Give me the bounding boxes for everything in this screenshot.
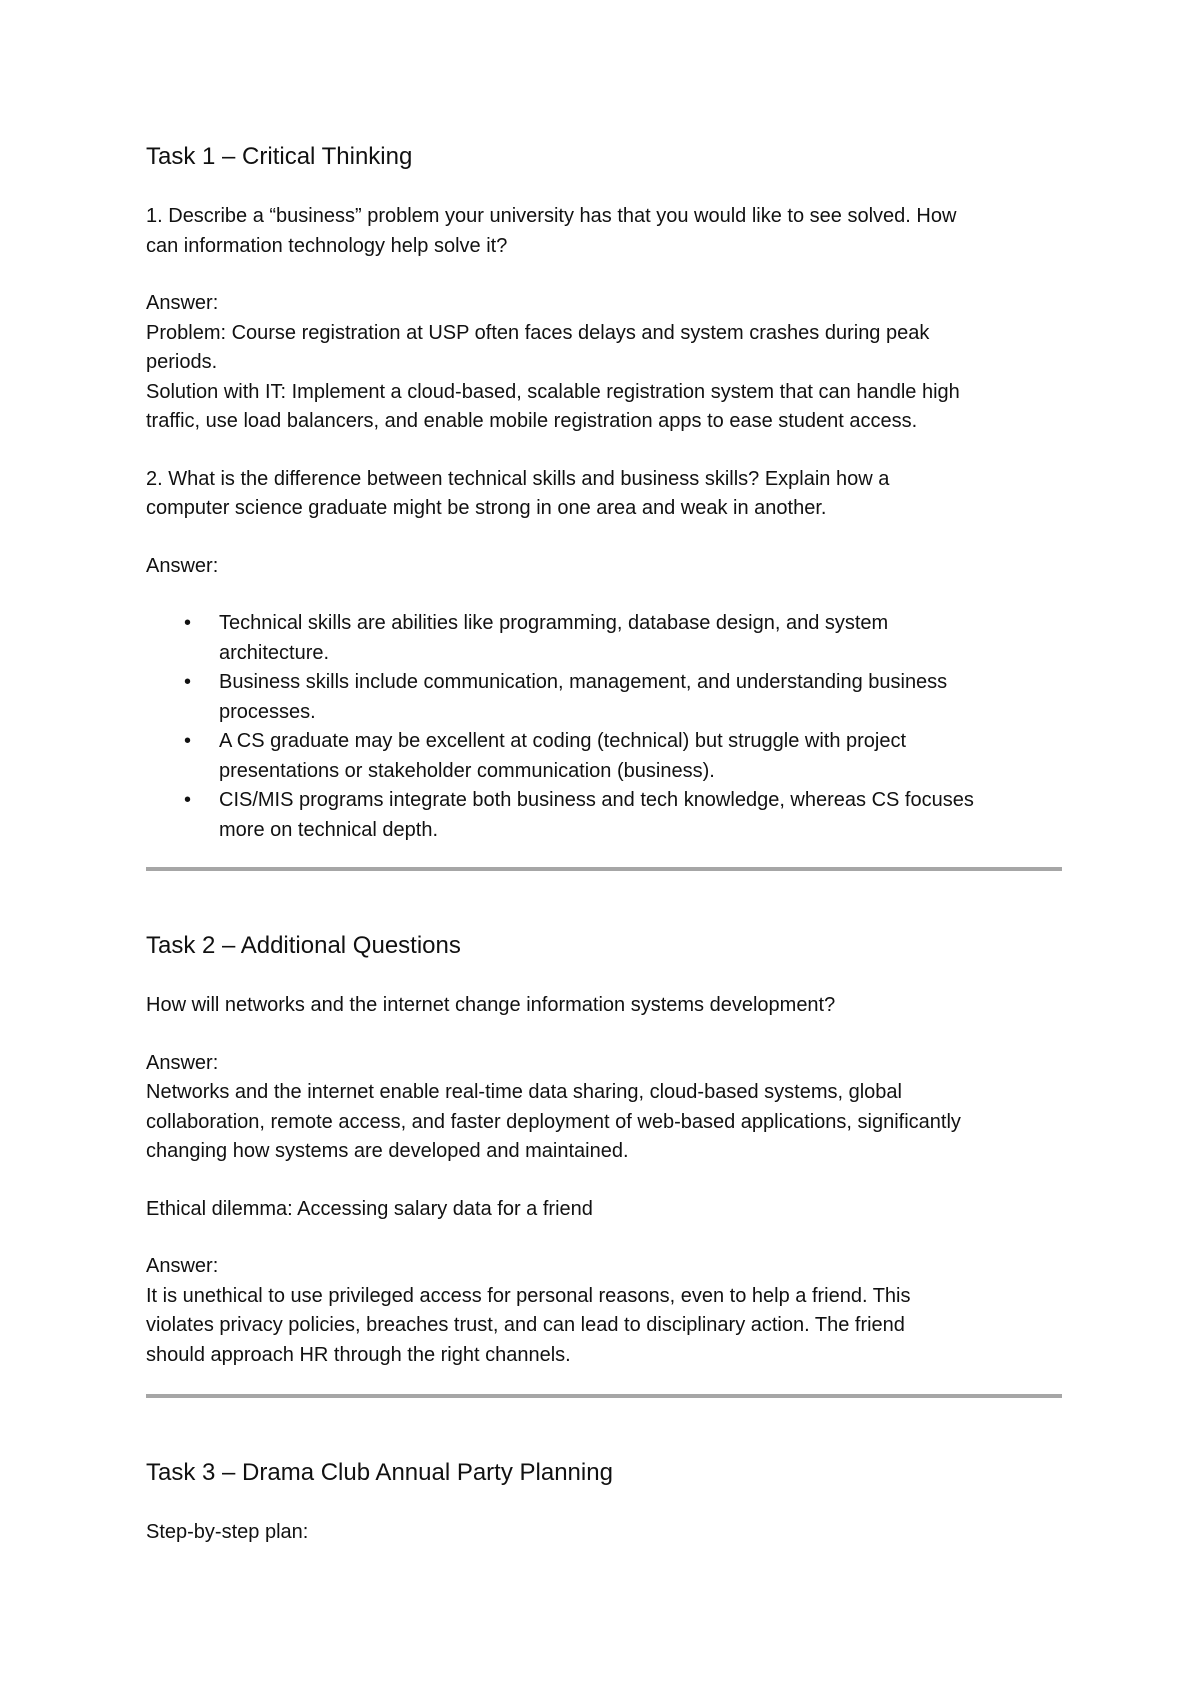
bullet-icon: • [184, 789, 192, 811]
answer1-line3: changing how systems are developed and maintained. [146, 1140, 629, 1162]
answer2-line2: violates privacy policies, breaches trust, and can lead to disciplinary action. The friend [146, 1314, 905, 1336]
task2-answer-2 [146, 1282, 1062, 1371]
answer1-line2: collaboration, remote access, and faster deployment of web-based applications, significantly [146, 1110, 961, 1133]
answer1-line1: Networks and the internet enable real-time data sharing, cloud-based systems, global [146, 1081, 902, 1103]
skills-bullet-list [146, 609, 1062, 845]
task1-solution [146, 378, 1062, 437]
list-item-line1: CIS/MIS programs integrate both business and tech knowledge, whereas CS focuses [219, 789, 974, 811]
list-item-line2: presentations or stakeholder communication (business). [219, 759, 715, 782]
answer-label: Answer: [146, 554, 219, 577]
task1-heading: Task 1 – Critical Thinking [146, 143, 413, 170]
list-item [146, 786, 1062, 845]
answer-label: Answer: [146, 1051, 219, 1074]
answer2-line3: should approach HR through the right channels. [146, 1343, 571, 1366]
task2-question-2: Ethical dilemma: Accessing salary data for a friend [146, 1197, 593, 1220]
question-text-line1: Describe a “business” problem your university has that you would like to see solved. How [162, 205, 957, 227]
list-item-line2: architecture. [219, 641, 330, 664]
question2-line1: 2. What is the difference between technical skills and business skills? Explain how a [146, 467, 890, 490]
list-item [146, 668, 1062, 727]
list-item-line1: Technical skills are abilities like programming, database design, and system [219, 612, 889, 634]
problem-line1: Problem: Course registration at USP often faces delays and system crashes during peak [146, 321, 930, 344]
task3-heading: Task 3 – Drama Club Annual Party Planning [146, 1459, 613, 1486]
question-number: 1. [146, 205, 163, 227]
bullet-icon: • [184, 730, 192, 752]
task2-heading: Task 2 – Additional Questions [146, 932, 461, 959]
problem-line2: periods. [146, 351, 218, 373]
document-page [146, 140, 1062, 1548]
task1-problem [146, 319, 1062, 378]
list-item-line1: A CS graduate may be excellent at coding (technical) but struggle with project [219, 730, 907, 752]
task1-question-2 [146, 465, 1062, 524]
task1-question-1 [146, 202, 1062, 261]
solution-line1: Solution with IT: Implement a cloud-based, scalable registration system that can handle high [146, 380, 960, 403]
list-item-line2: more on technical depth. [219, 818, 439, 841]
task3-intro: Step-by-step plan: [146, 1521, 309, 1543]
list-item [146, 609, 1062, 668]
bullet-icon: • [184, 612, 192, 634]
bullet-icon: • [184, 671, 192, 693]
list-item-line2: processes. [219, 700, 316, 723]
answer2-line1: It is unethical to use privileged access for personal reasons, even to help a friend. This [146, 1284, 911, 1307]
list-item [146, 727, 1062, 786]
question2-line2: computer science graduate might be strong in one area and weak in another. [146, 497, 827, 519]
task2-question-1: How will networks and the internet change information systems development? [146, 994, 836, 1016]
question-text-line2: can information technology help solve it? [146, 234, 508, 257]
task2-answer-1 [146, 1078, 1062, 1167]
list-item-line1: Business skills include communication, management, and understanding business [219, 671, 948, 693]
solution-line2: traffic, use load balancers, and enable mobile registration apps to ease student access. [146, 410, 918, 432]
answer-label: Answer: [146, 292, 219, 314]
answer-label: Answer: [146, 1255, 219, 1277]
